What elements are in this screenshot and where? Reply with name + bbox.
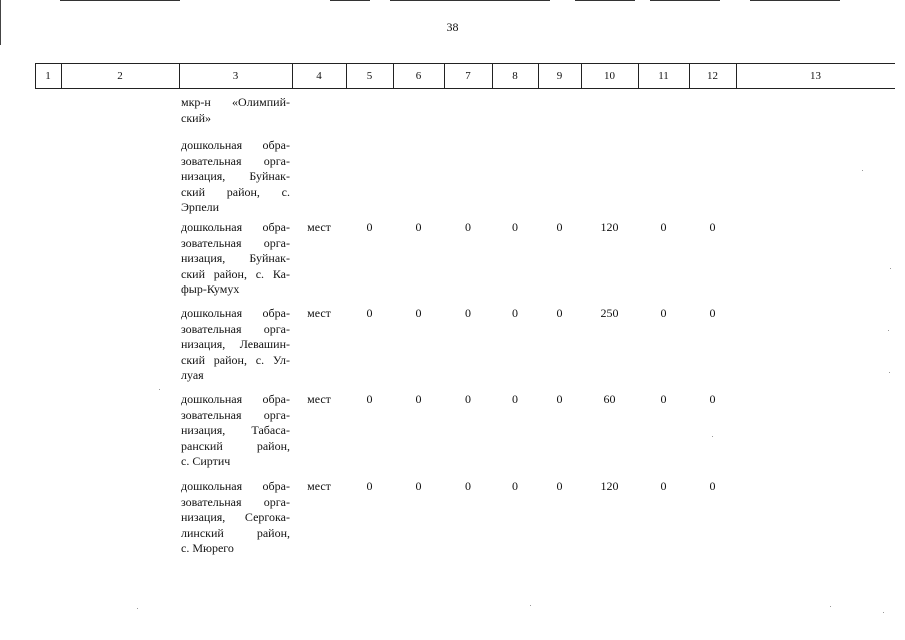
value-cell: 0 [556, 220, 563, 234]
scan-speck [137, 608, 138, 609]
description-line: фыр-Кумух [181, 282, 240, 296]
description-line: зовательная орга- [181, 235, 290, 250]
description-line: дошкольная обра- [181, 138, 290, 152]
header-column-number: 13 [810, 70, 821, 82]
value-cell: 120 [600, 220, 619, 234]
value-cell: 250 [600, 306, 619, 320]
header-column-number: 3 [232, 70, 239, 82]
value-cell: 0 [465, 479, 471, 493]
scan-speck [889, 372, 890, 373]
value-cell: 0 [512, 479, 518, 493]
description-line: ский район, с. [181, 184, 290, 199]
description-line: низация, Буйнак- [181, 169, 290, 183]
value-cell: 0 [512, 392, 518, 406]
description-line: с. Сиртич [181, 454, 231, 468]
value-cell: 120 [600, 479, 619, 493]
description-line: ский» [181, 110, 211, 125]
top-edge-mark [650, 0, 720, 1]
value-cell: 0 [366, 306, 373, 320]
description-line: зовательная орга- [181, 407, 290, 422]
value-cell: 0 [709, 220, 716, 234]
value-cell: 0 [366, 220, 373, 234]
top-edge-mark [750, 0, 840, 1]
description-line: с. Мюрего [181, 541, 234, 555]
value-cell: 0 [512, 306, 518, 320]
unit-cell: мест [307, 392, 331, 406]
value-cell: 0 [415, 479, 422, 493]
value-cell: 0 [415, 306, 422, 320]
description-line: дошкольная обра- [181, 479, 290, 493]
description-line: мкр-н «Олимпий- [181, 95, 290, 109]
description-line: ский район, с. Ул- [181, 352, 290, 367]
value-cell: 0 [709, 479, 716, 493]
value-cell: 0 [465, 392, 471, 406]
value-cell: 0 [415, 220, 422, 234]
value-cell: 0 [366, 392, 373, 406]
scan-speck [888, 330, 889, 331]
value-cell: 0 [660, 306, 667, 320]
description-line: Эрпели [181, 200, 220, 214]
scan-speck [159, 389, 160, 390]
value-cell: 0 [465, 306, 471, 320]
value-cell: 0 [465, 220, 471, 234]
value-cell: 0 [556, 392, 563, 406]
description-line: низация, Сергока- [181, 510, 290, 524]
header-column-number: 5 [366, 70, 373, 82]
scan-speck [890, 268, 891, 269]
description-line: дошкольная обра- [181, 220, 290, 234]
scan-speck [883, 612, 884, 613]
description-line: линский район, [181, 525, 290, 540]
description-line: зовательная орга- [181, 153, 290, 168]
page-number: 38 [446, 20, 459, 34]
header-column-number: 6 [415, 70, 422, 82]
top-edge-mark [575, 0, 635, 1]
value-cell: 0 [660, 479, 667, 493]
description-line: ский район, с. Ка- [181, 266, 290, 281]
scan-speck [830, 606, 831, 607]
description-line: низация, Левашин- [181, 337, 290, 351]
row-description [181, 392, 290, 470]
header-column-number: 4 [316, 70, 322, 82]
unit-cell: мест [307, 306, 331, 320]
value-cell: 0 [709, 392, 716, 406]
header-column-number: 10 [604, 70, 615, 82]
description-line: луая [181, 368, 204, 382]
value-cell: 0 [415, 392, 422, 406]
scan-speck [862, 170, 863, 171]
header-column-number: 12 [707, 70, 718, 82]
value-cell: 0 [709, 306, 716, 320]
description-line: зовательная орга- [181, 494, 290, 509]
value-cell: 0 [556, 306, 563, 320]
description-line: дошкольная обра- [181, 306, 290, 320]
header-column-number: 9 [556, 70, 563, 82]
header-column-number: 7 [465, 70, 471, 82]
value-cell: 0 [660, 392, 667, 406]
value-cell: 0 [512, 220, 518, 234]
row-description [181, 95, 290, 126]
description-line: низация, Табаса- [181, 423, 290, 437]
unit-cell: мест [307, 479, 331, 493]
top-edge-mark [60, 0, 180, 1]
value-cell: 0 [660, 220, 667, 234]
header-bottom-rule [35, 88, 895, 89]
scan-speck [712, 436, 713, 437]
description-line: низация, Буйнак- [181, 251, 290, 265]
top-edge-mark [390, 0, 550, 1]
value-cell: 60 [603, 392, 616, 406]
row-description [181, 306, 290, 384]
value-cell: 0 [556, 479, 563, 493]
row-description [181, 220, 290, 298]
header-column-number: 8 [512, 70, 518, 82]
header-column-number: 1 [45, 70, 51, 82]
value-cell: 0 [366, 479, 373, 493]
top-edge-mark [330, 0, 370, 1]
row-description [181, 479, 290, 557]
row-description [181, 138, 290, 216]
description-line: зовательная орга- [181, 321, 290, 336]
unit-cell: мест [307, 220, 331, 234]
header-column-number: 11 [658, 70, 669, 82]
description-line: ранский район, [181, 438, 290, 453]
description-line: дошкольная обра- [181, 392, 290, 406]
header-column-number: 2 [117, 70, 123, 82]
scan-speck [530, 605, 531, 606]
